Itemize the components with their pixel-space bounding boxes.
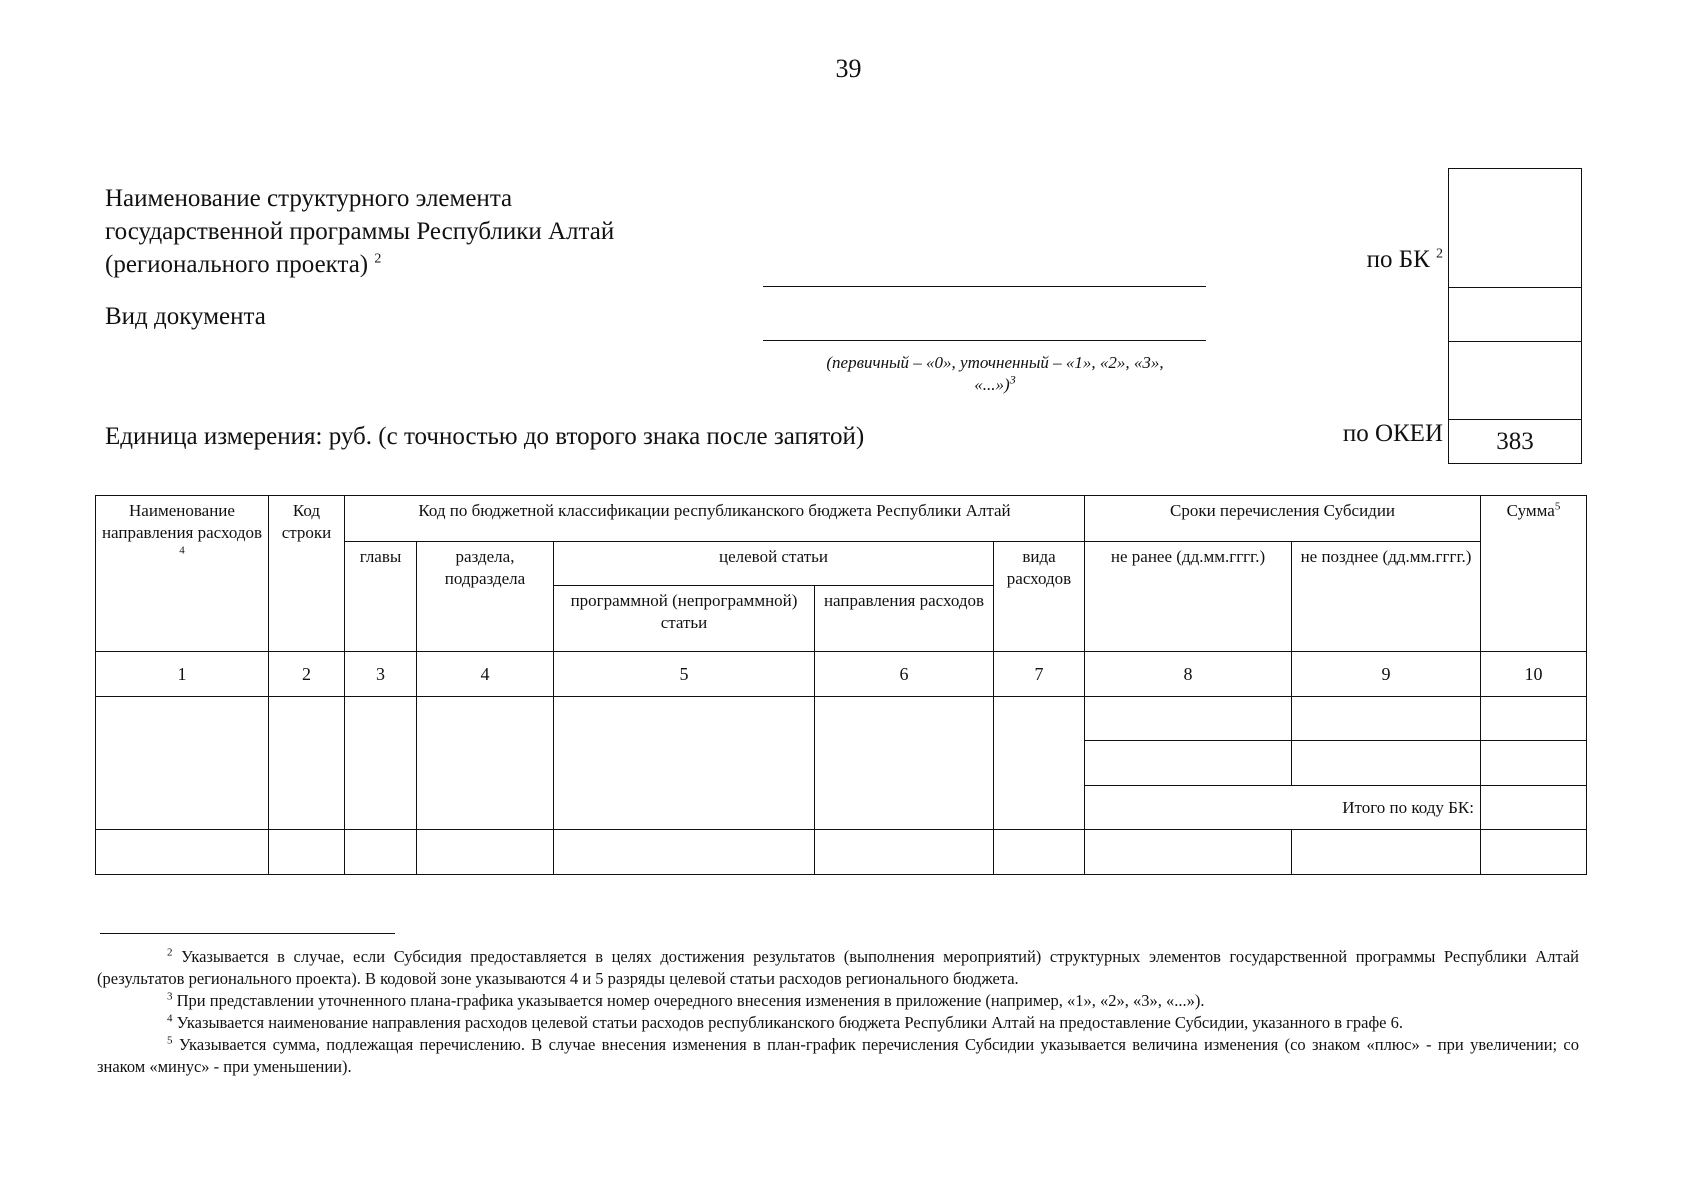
total-by-bk-label: Итого по коду БК:: [1085, 786, 1481, 830]
doc-type-hint-line1: (первичный – «0», уточненный – «1», «2», «3»,: [826, 353, 1164, 372]
bk-label-text: по БК: [1366, 246, 1430, 273]
footnotes: [97, 946, 1579, 1078]
doc-type-hint-line2: [765, 374, 1225, 396]
table-cell[interactable]: [554, 697, 815, 830]
doc-type-code-cell[interactable]: [1449, 288, 1581, 342]
header-budget-code: Код по бюджетной классификации республиканского бюджета Республики Алтай: [345, 496, 1085, 542]
footnote-item: [97, 1012, 1579, 1034]
okei-label: по ОКЕИ: [1342, 420, 1443, 447]
footnote-separator: [100, 933, 395, 934]
footnote-mark: 5: [167, 1034, 173, 1047]
table-cell[interactable]: [1481, 741, 1587, 786]
header-program-article: программной (непрограммной) статьи: [554, 586, 815, 652]
unit-of-measure-label: Единица измерения: руб. (с точностью до второго знака после запятой): [105, 423, 865, 450]
header-transfer-terms: Сроки перечисления Субсидии: [1085, 496, 1481, 542]
header-not-earlier: не ранее (дд.мм.гггг.): [1085, 542, 1292, 652]
footnote-text: Указывается сумма, подлежащая перечислению. В случае внесения изменения в план-график перечисления Субсидии указывается величина изменения (со знаком «плюс» - при увеличении; со знаком «минус» - при уменьшении).: [97, 1035, 1580, 1076]
footnote-item: [97, 946, 1579, 990]
table-cell[interactable]: [345, 830, 417, 875]
total-by-bk-value[interactable]: [1481, 786, 1587, 830]
okei-code-value: 383: [1496, 428, 1534, 455]
column-number: 3: [345, 652, 417, 697]
page-number: 39: [835, 54, 862, 83]
column-number: 5: [554, 652, 815, 697]
structural-element-label-line3-text: (регионального проекта): [105, 251, 369, 278]
bk-code-cell[interactable]: [1449, 169, 1581, 288]
table-cell[interactable]: [1292, 697, 1481, 741]
footnote-item: [97, 1034, 1579, 1078]
code-box: [1448, 168, 1582, 464]
header-target-article: целевой статьи: [554, 542, 994, 586]
structural-element-label-line3: [105, 248, 614, 281]
footnote-ref-4: 4: [179, 544, 185, 557]
table-cell[interactable]: [1085, 741, 1292, 786]
table-cell[interactable]: [815, 830, 994, 875]
footnote-text: Указывается наименование направления расходов целевой статьи расходов республиканского бюджета Республики Алтай на предоставление Субсидии, указанного в графе 6.: [176, 1013, 1403, 1032]
table-cell[interactable]: [269, 830, 345, 875]
bk-label: [1250, 246, 1443, 274]
structural-element-label-line1: Наименование структурного элемента: [105, 185, 513, 212]
structural-element-label: [105, 182, 614, 281]
footnote-ref-3: 3: [1009, 372, 1016, 387]
table-cell[interactable]: [1481, 830, 1587, 875]
table-cell[interactable]: [1292, 741, 1481, 786]
blank-code-cell[interactable]: [1449, 342, 1581, 420]
column-number: 10: [1481, 652, 1587, 697]
table-cell[interactable]: [417, 697, 554, 830]
table-cell[interactable]: [1292, 830, 1481, 875]
footnote-text: Указывается в случае, если Субсидия предоставляется в целях достижения результатов (выполнения мероприятий) структурных элементов государственной программы Республики Алтай (результатов регионального проекта). В кодовой зоне указываются 4 и 5 разряды целевой статьи расходов регионального бюджета.: [97, 947, 1580, 988]
footnote-mark: 3: [167, 990, 173, 1003]
table-cell[interactable]: [1481, 697, 1587, 741]
header-expense-direction-name: [96, 496, 269, 652]
table-cell[interactable]: [345, 697, 417, 830]
footnote-ref-5: 5: [1554, 500, 1561, 513]
table-cell[interactable]: [554, 830, 815, 875]
header-expense-direction-name-text: Наименование направления расходов: [101, 501, 263, 542]
table-cell[interactable]: [417, 830, 554, 875]
table-cell[interactable]: [96, 697, 269, 830]
header-not-later: не позднее (дд.мм.гггг.): [1292, 542, 1481, 652]
footnote-mark: 4: [167, 1012, 173, 1025]
footnote-ref-bk: 2: [1436, 246, 1443, 262]
column-number: 4: [417, 652, 554, 697]
header-chapter: главы: [345, 542, 417, 652]
footnote-item: [97, 990, 1579, 1012]
header-expense-direction: направления расходов: [815, 586, 994, 652]
table-cell[interactable]: [1085, 830, 1292, 875]
header-sum-text: Сумма: [1506, 501, 1555, 520]
table-cell[interactable]: [1085, 697, 1292, 741]
column-number: 7: [994, 652, 1085, 697]
table-cell[interactable]: [815, 697, 994, 830]
column-number: 2: [269, 652, 345, 697]
table-cell[interactable]: [269, 697, 345, 830]
doc-type-hint: [765, 352, 1225, 396]
subsidy-schedule-table: [95, 495, 1587, 875]
header-section: раздела, подраздела: [417, 542, 554, 652]
footnote-text: При представлении уточненного плана-графика указывается номер очередного внесения изменения в приложение (например, «1», «2», «3», «...»).: [176, 991, 1205, 1010]
doc-type-label: Вид документа: [105, 303, 266, 330]
column-number: 6: [815, 652, 994, 697]
column-number: 1: [96, 652, 269, 697]
footnote-ref-2: 2: [374, 251, 382, 267]
header-row-code: Код строки: [269, 496, 345, 652]
footnote-mark: 2: [167, 946, 173, 959]
table-cell[interactable]: [96, 830, 269, 875]
table-cell[interactable]: [994, 830, 1085, 875]
element-name-fill-line[interactable]: [763, 286, 1206, 287]
column-number: 9: [1292, 652, 1481, 697]
structural-element-label-line2: государственной программы Республики Алтай: [105, 218, 615, 245]
table-cell[interactable]: [994, 697, 1085, 830]
header-sum: [1481, 496, 1587, 652]
column-number: 8: [1085, 652, 1292, 697]
header-expense-type: вида расходов: [994, 542, 1085, 652]
doc-type-fill-line[interactable]: [763, 340, 1206, 341]
doc-type-hint-line2-text: «...»): [974, 375, 1010, 394]
